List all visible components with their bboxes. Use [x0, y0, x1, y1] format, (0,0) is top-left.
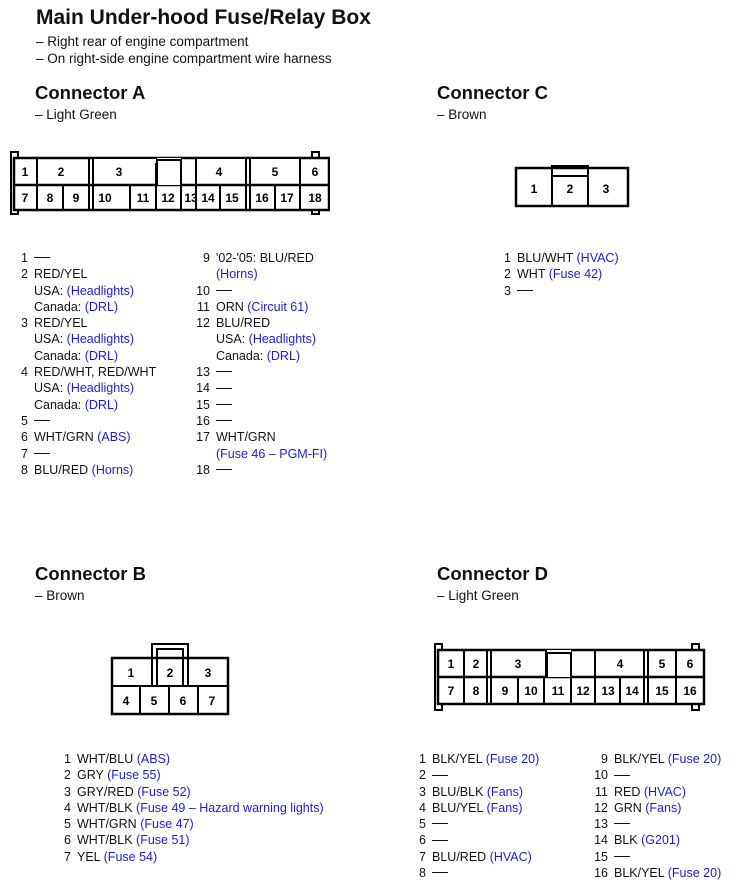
connector-a-pin-1 [6, 250, 156, 266]
wire-text: BLU/YEL [432, 800, 487, 815]
pin-number: 12 [196, 316, 210, 331]
unused-pin-dash [614, 775, 630, 776]
unused-pin-dash [432, 872, 448, 873]
circuit-link[interactable]: (Horns) [91, 462, 134, 477]
pin-number: 5 [21, 413, 28, 428]
connector-d-pin-14 [586, 832, 721, 848]
connector-b-cavity-1: 1 [127, 666, 135, 680]
connector-b-cavity-7: 7 [208, 694, 216, 708]
connector-a-pin-10 [188, 283, 327, 299]
wire-text: BLK [614, 833, 642, 848]
connector-c-cavity-3: 3 [602, 182, 610, 196]
connector-b-pin-4 [49, 800, 324, 816]
circuit-link[interactable]: (ABS) [136, 752, 171, 766]
wire-text: RED [614, 784, 644, 799]
unused-pin-dash [517, 290, 533, 291]
connector-d-cavity-4: 4 [616, 657, 624, 671]
circuit-link[interactable]: (Fuse 20) [667, 752, 722, 766]
connector-c-cavity-1: 1 [530, 182, 538, 196]
wire-text: RED/YEL [34, 316, 88, 331]
connector-d-cavity-1: 1 [447, 657, 455, 671]
connector-a-pin-7 [6, 446, 156, 462]
wire-text: Canada: [34, 299, 85, 314]
connector-d-pin-16 [586, 865, 721, 881]
wire-text: BLK/YEL [432, 752, 486, 766]
connector-d-cavity-16: 16 [683, 684, 697, 698]
pin-number: 16 [196, 413, 210, 428]
connector-d-cavity-8: 8 [472, 684, 480, 698]
pin-number: 7 [419, 849, 426, 864]
wire-text: GRY [77, 768, 108, 783]
connector-a-pin-11 [188, 299, 327, 315]
connector-d-color: – Light Green [437, 588, 519, 603]
wire-text: GRY/RED [77, 784, 138, 799]
connector-a-cavity-2: 2 [57, 165, 65, 179]
connector-d-cavity-10: 10 [524, 684, 538, 698]
circuit-link[interactable]: (DRL) [84, 299, 119, 314]
pin-number: 7 [64, 849, 71, 864]
wire-text: BLU/RED [216, 316, 271, 331]
subtitle-line-2: – On right-side engine compartment wire harness [36, 51, 332, 66]
wire-text: BLU/RED [34, 462, 92, 477]
circuit-link[interactable]: (Fans) [486, 784, 524, 799]
pin-number: 5 [419, 817, 426, 832]
pin-number: 3 [21, 316, 28, 331]
circuit-link[interactable]: (DRL) [84, 397, 119, 412]
connector-a-cavity-14: 14 [201, 191, 215, 205]
connector-c-title: Connector C [437, 82, 548, 103]
pin-number: 2 [21, 267, 28, 282]
unused-pin-dash [432, 775, 448, 776]
page-title: Main Under-hood Fuse/Relay Box [36, 6, 371, 29]
unused-pin-dash [34, 257, 50, 258]
connector-d-pin-3 [404, 784, 539, 800]
connector-c-pin-3 [489, 283, 619, 299]
pin-number: 1 [419, 752, 426, 766]
connector-d-pin-5 [404, 816, 539, 832]
circuit-link[interactable]: (HVAC) [576, 251, 619, 265]
connector-a-cavity-10: 10 [98, 191, 112, 205]
connector-c-color: – Brown [437, 107, 487, 122]
connector-a-cavity-8: 8 [46, 191, 54, 205]
wire-text: Canada: [216, 348, 267, 363]
circuit-link[interactable]: (Fuse 52) [137, 784, 191, 799]
connector-a-cavity-12: 12 [161, 191, 175, 205]
wire-text: WHT/BLK [77, 833, 137, 848]
circuit-link[interactable]: (Fuse 54) [103, 849, 158, 864]
circuit-link[interactable]: (Fans) [486, 800, 523, 815]
pin-number: 6 [21, 430, 28, 445]
connector-b-pin-list [49, 751, 324, 865]
connector-d-cavity-6: 6 [686, 657, 694, 671]
connector-a-cavity-11: 11 [136, 191, 150, 205]
wire-text: YEL [77, 849, 104, 864]
connector-a-pin-12 [188, 315, 327, 364]
pin-number: 11 [197, 299, 210, 314]
connector-a-cavity-4: 4 [215, 165, 223, 179]
connector-a-pin-list-2 [188, 250, 327, 478]
wire-text: WHT/GRN [34, 430, 98, 445]
unused-pin-dash [216, 388, 232, 389]
wire-text: RED/WHT, RED/WHT [34, 365, 157, 380]
connector-a-cavity-16: 16 [255, 191, 269, 205]
connector-d-diagram [434, 642, 708, 716]
pin-number: 1 [21, 251, 28, 265]
pin-number: 4 [21, 365, 28, 380]
connector-d-pin-11 [586, 784, 721, 800]
wire-text: WHT/BLU [77, 752, 137, 766]
connector-d-pin-6 [404, 832, 539, 848]
unused-pin-dash [216, 371, 232, 372]
connector-b-cavity-3: 3 [204, 666, 212, 680]
wire-text: BLU/BLK [432, 784, 487, 799]
pin-number: 8 [21, 462, 28, 477]
connector-d-cavity-13: 13 [601, 684, 615, 698]
circuit-link[interactable]: (Headlights) [66, 283, 135, 298]
wire-text: BLK/YEL [614, 866, 668, 881]
wire-text: Canada: [34, 348, 85, 363]
wire-text: USA: [34, 332, 67, 347]
connector-c-pin-2 [489, 266, 619, 282]
pin-number: 16 [594, 866, 608, 881]
connector-b-color: – Brown [35, 588, 85, 603]
pin-number: 6 [64, 833, 71, 848]
pin-number: 2 [504, 267, 511, 282]
unused-pin-dash [34, 453, 50, 454]
pin-number: 13 [594, 817, 608, 832]
pin-number: 5 [64, 817, 71, 832]
unused-pin-dash [432, 823, 448, 824]
circuit-link[interactable]: (Fuse 42) [548, 267, 603, 282]
pin-number: 17 [196, 430, 210, 445]
connector-c-pin-list [489, 250, 619, 299]
connector-a-pin-9 [188, 250, 327, 283]
unused-pin-dash [34, 420, 50, 421]
pin-number: 2 [64, 768, 71, 783]
connector-d-pin-list-1 [404, 751, 539, 881]
connector-d-pin-13 [586, 816, 721, 832]
connector-d-pin-1 [404, 751, 539, 767]
connector-d-pin-10 [586, 767, 721, 783]
pin-number: 9 [203, 251, 210, 265]
connector-a-pin-3 [6, 315, 156, 364]
connector-a-pin-16 [188, 413, 327, 429]
connector-a-cavity-15: 15 [225, 191, 239, 205]
connector-a-pin-list-1 [6, 250, 156, 478]
connector-a-cavity-18: 18 [308, 191, 322, 205]
connector-a-pin-17 [188, 429, 327, 462]
pin-number: 13 [196, 365, 210, 380]
unused-pin-dash [614, 856, 630, 857]
circuit-link[interactable]: (Fuse 47) [140, 817, 194, 832]
pin-number: 15 [196, 397, 210, 412]
connector-b-pin-3 [49, 784, 324, 800]
wire-text: WHT/GRN [216, 430, 276, 445]
circuit-link[interactable]: (G201) [641, 833, 681, 848]
connector-a-cavity-1: 1 [21, 165, 29, 179]
connector-d-cavity-3: 3 [514, 657, 522, 671]
connector-a-pin-18 [188, 462, 327, 478]
connector-b-pin-5 [49, 816, 324, 832]
connector-a-color: – Light Green [35, 107, 117, 122]
connector-b-cavity-5: 5 [150, 694, 158, 708]
connector-b-cavity-2: 2 [166, 666, 174, 680]
wire-text: WHT/GRN [77, 817, 141, 832]
pin-number: 1 [504, 251, 511, 265]
wire-text: BLU/WHT [517, 251, 577, 265]
pin-number: 14 [196, 381, 210, 396]
connector-a-pin-15 [188, 397, 327, 413]
connector-d-pin-9 [586, 751, 721, 767]
connector-d-pin-8 [404, 865, 539, 881]
wire-text: USA: [34, 381, 67, 396]
connector-d-cavity-9: 9 [501, 684, 509, 698]
circuit-link[interactable]: (DRL) [84, 348, 119, 363]
circuit-link[interactable]: (Fuse 49 – Hazard warning lights) [136, 800, 324, 815]
wire-text: '02-'05: BLU/RED [216, 251, 314, 265]
connector-d-pin-15 [586, 849, 721, 865]
connector-c-pin-1 [489, 250, 619, 266]
pin-number: 15 [594, 849, 608, 864]
pin-number: 4 [419, 800, 426, 815]
connector-a-pin-14 [188, 380, 327, 396]
pin-number: 7 [21, 446, 28, 461]
connector-a-pin-13 [188, 364, 327, 380]
connector-d-title: Connector D [437, 563, 548, 584]
pin-number: 6 [419, 833, 426, 848]
circuit-link[interactable]: (Fans) [645, 800, 682, 815]
wire-text: BLU/RED [432, 849, 490, 864]
pin-number: 12 [594, 800, 608, 815]
pin-number: 9 [601, 752, 608, 766]
connector-a-cavity-5: 5 [271, 165, 279, 179]
wire-text: WHT/BLK [77, 800, 137, 815]
circuit-link[interactable]: (Headlights) [66, 381, 135, 396]
circuit-link[interactable]: (HVAC) [489, 849, 532, 864]
wire-text: RED/YEL [34, 267, 88, 282]
connector-a-cavity-9: 9 [72, 191, 80, 205]
circuit-link[interactable]: (ABS) [97, 430, 131, 445]
circuit-link[interactable]: (Fuse 51) [136, 833, 190, 848]
connector-b-pin-6 [49, 832, 324, 848]
connector-a-pin-2 [6, 266, 156, 315]
connector-a-cavity-3: 3 [115, 165, 123, 179]
pin-number: 18 [196, 462, 210, 477]
circuit-link[interactable]: (Circuit 61) [247, 299, 309, 314]
pin-number: 4 [64, 800, 71, 815]
connector-a-cavity-13: 13 [184, 191, 198, 205]
connector-c-cavity-2: 2 [566, 182, 574, 196]
unused-pin-dash [216, 420, 232, 421]
circuit-link[interactable]: (Headlights) [248, 332, 317, 347]
circuit-link[interactable]: (Fuse 20) [485, 752, 540, 766]
connector-a-pin-4 [6, 364, 156, 413]
circuit-link[interactable]: (Fuse 20) [667, 866, 722, 881]
wire-text: WHT [517, 267, 549, 282]
circuit-link[interactable]: (DRL) [266, 348, 301, 363]
connector-b-cavity-4: 4 [122, 694, 130, 708]
connector-d-cavity-11: 11 [551, 684, 565, 698]
connector-b-title: Connector B [35, 563, 146, 584]
wire-text: USA: [216, 332, 249, 347]
connector-d-pin-2 [404, 767, 539, 783]
circuit-link[interactable]: (Fuse 46 – PGM-FI) [216, 446, 328, 461]
connector-d-cavity-12: 12 [576, 684, 590, 698]
circuit-link[interactable]: (HVAC) [643, 784, 687, 799]
pin-number: 10 [594, 768, 608, 783]
circuit-link[interactable]: (Horns) [216, 267, 258, 282]
subtitle-line-1: – Right rear of engine compartment [36, 34, 249, 49]
wire-text: GRN [614, 800, 646, 815]
unused-pin-dash [216, 404, 232, 405]
circuit-link[interactable]: (Headlights) [66, 332, 135, 347]
connector-a-pin-6 [6, 429, 156, 445]
connector-b-diagram [108, 640, 232, 716]
pin-number: 3 [419, 784, 426, 799]
pin-number: 3 [64, 784, 71, 799]
connector-b-cavity-6: 6 [179, 694, 187, 708]
connector-a-cavity-17: 17 [280, 191, 294, 205]
connector-d-cavity-2: 2 [472, 657, 480, 671]
unused-pin-dash [216, 290, 232, 291]
connector-a-pin-8 [6, 462, 156, 478]
wire-text: BLK/YEL [614, 752, 668, 766]
pin-number: 1 [64, 752, 71, 766]
pin-number: 11 [595, 784, 608, 799]
connector-d-cavity-7: 7 [447, 684, 455, 698]
pin-number: 3 [504, 283, 511, 298]
unused-pin-dash [216, 469, 232, 470]
connector-a-cavity-6: 6 [311, 165, 319, 179]
connector-b-pin-7 [49, 849, 324, 865]
wire-text: Canada: [34, 397, 85, 412]
connector-b-pin-1 [49, 751, 324, 767]
connector-d-cavity-14: 14 [625, 684, 639, 698]
connector-a-pin-5 [6, 413, 156, 429]
pin-number: 8 [419, 866, 426, 881]
wire-text: USA: [34, 283, 67, 298]
connector-d-pin-7 [404, 849, 539, 865]
wire-text: ORN [216, 299, 248, 314]
connector-b-pin-2 [49, 767, 324, 783]
connector-c-diagram [512, 162, 632, 210]
connector-d-cavity-5: 5 [658, 657, 666, 671]
connector-d-pin-12 [586, 800, 721, 816]
connector-d-cavity-15: 15 [655, 684, 669, 698]
connector-d-pin-4 [404, 800, 539, 816]
connector-a-cavity-7: 7 [21, 191, 29, 205]
pin-number: 2 [419, 768, 426, 783]
connector-a-diagram [10, 150, 330, 218]
pin-number: 14 [594, 833, 608, 848]
connector-a-title: Connector A [35, 82, 146, 103]
unused-pin-dash [614, 823, 630, 824]
pin-number: 10 [196, 283, 210, 298]
connector-d-pin-list-2 [586, 751, 721, 881]
unused-pin-dash [432, 840, 448, 841]
circuit-link[interactable]: (Fuse 55) [107, 768, 161, 783]
